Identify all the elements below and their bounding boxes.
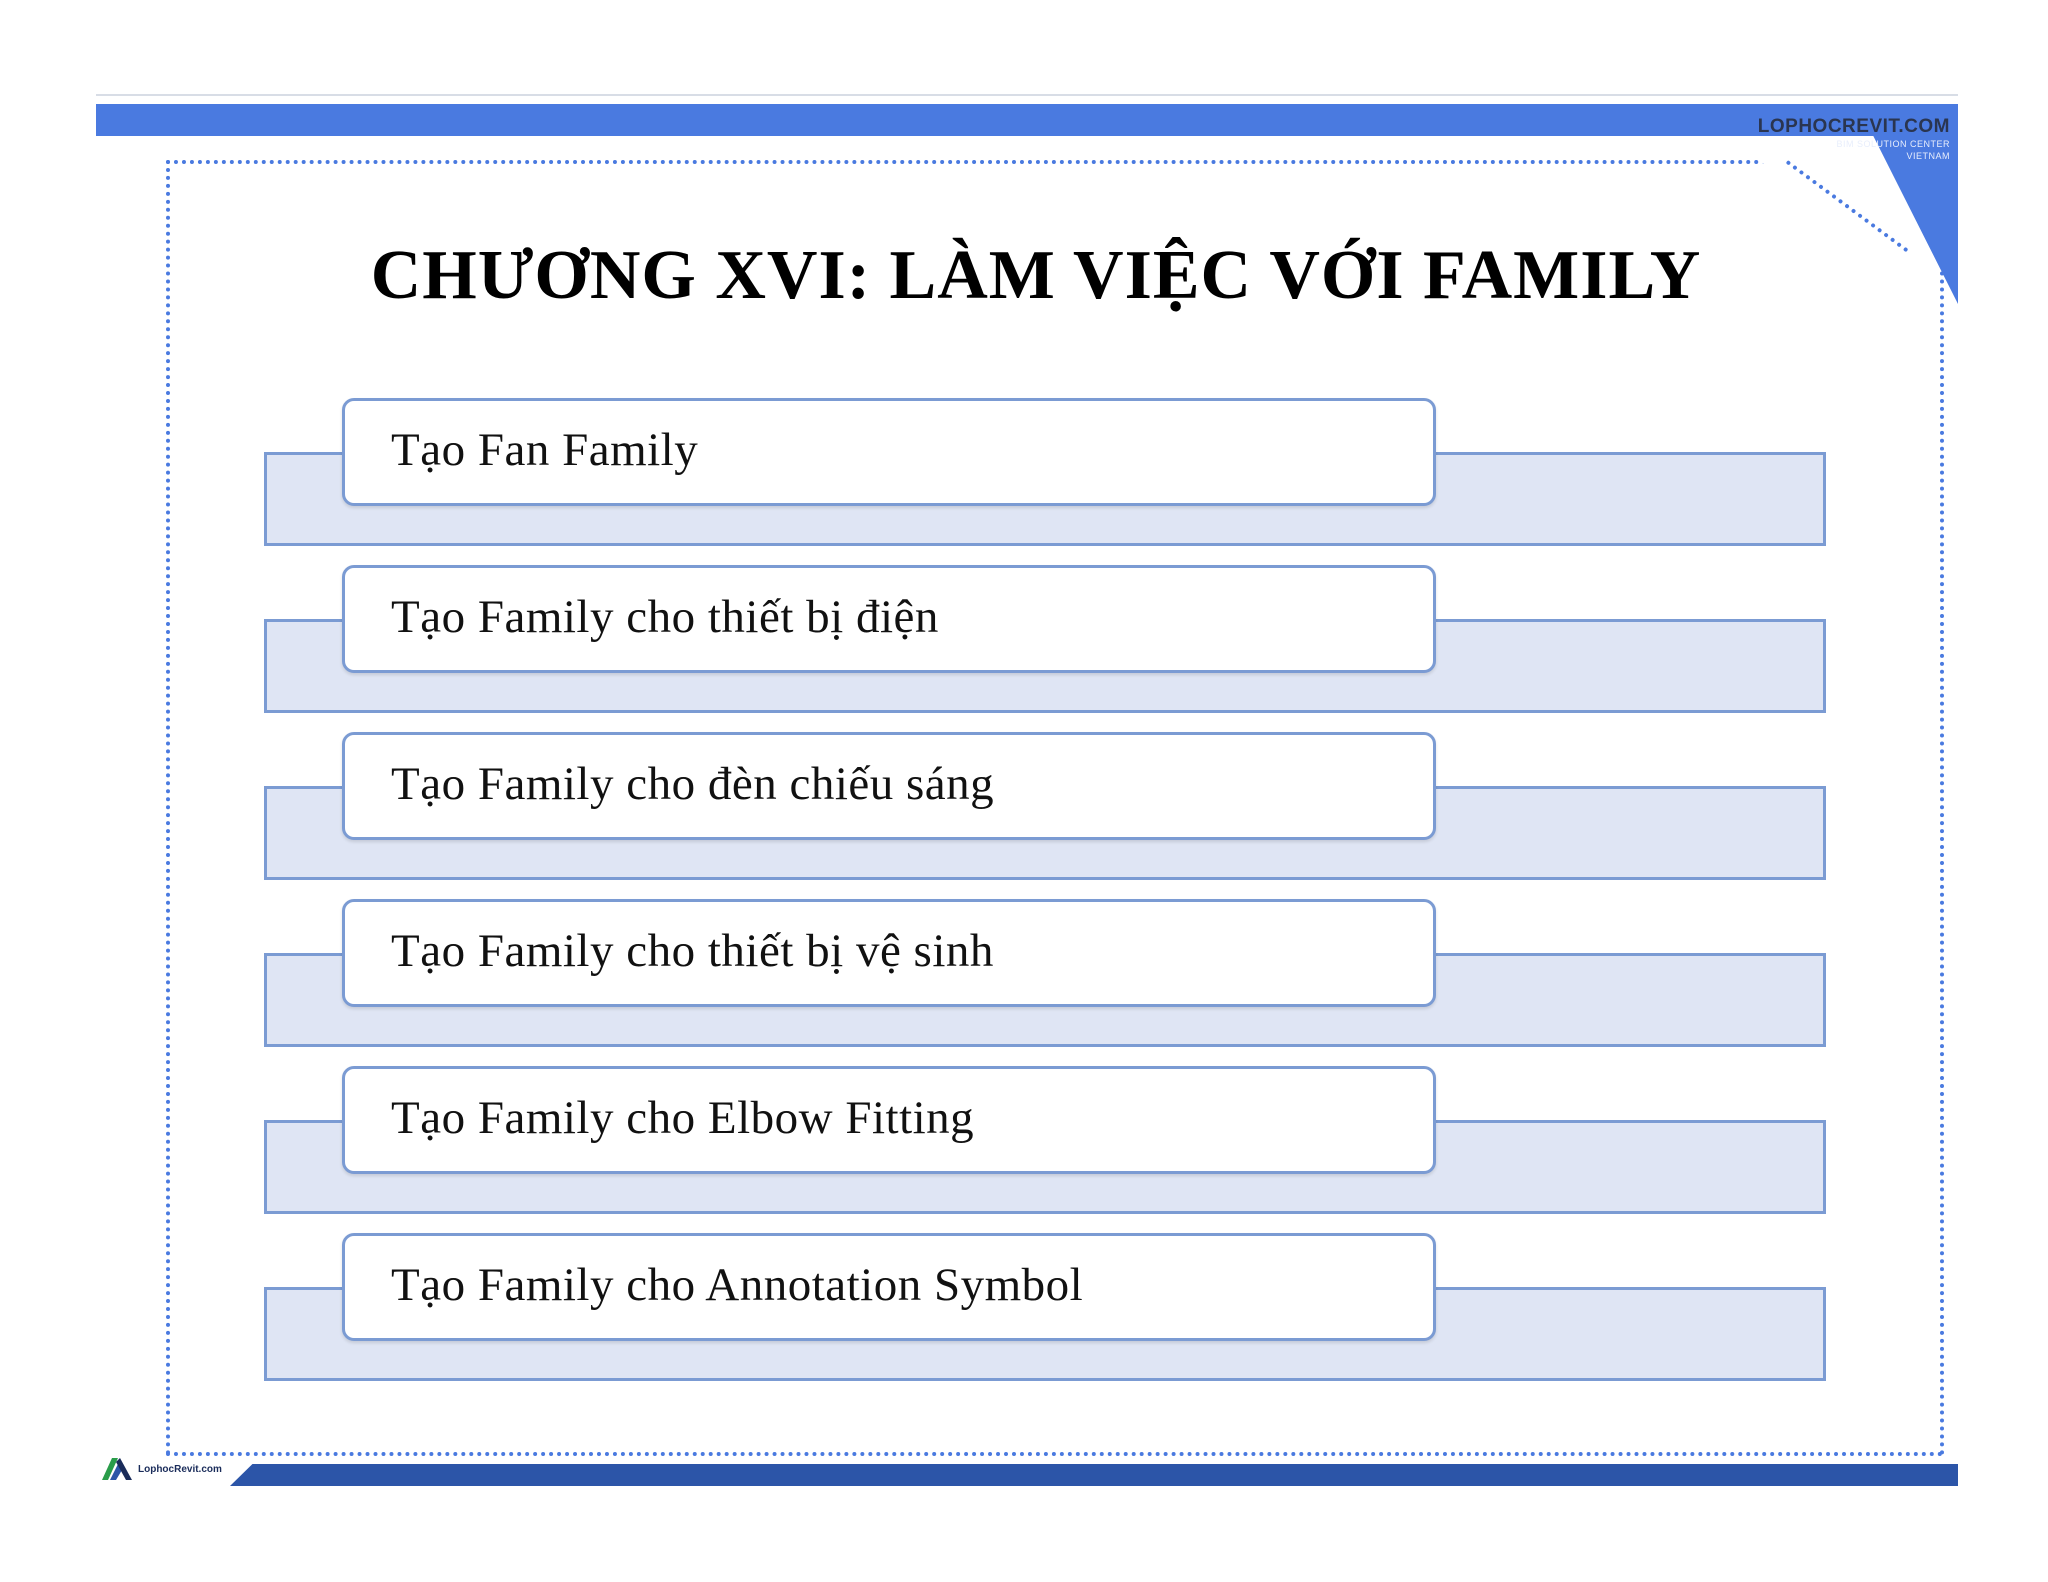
brand-logo bbox=[1758, 116, 1950, 162]
list-item bbox=[96, 1066, 1958, 1216]
brand-line-1: BIM SOLUTION CENTER bbox=[1836, 139, 1950, 149]
lophocrevit-logo-icon bbox=[100, 1456, 134, 1482]
brand-name: LOPHOCREVIT.COM bbox=[1757, 116, 1950, 137]
list-item bbox=[96, 565, 1958, 715]
slide-title: CHƯƠNG XVI: LÀM VIỆC VỚI FAMILY bbox=[370, 237, 1702, 314]
slide bbox=[96, 94, 1958, 1492]
list-item-label: Tạo Family cho thiết bị vệ sinh bbox=[391, 925, 994, 977]
list-item bbox=[96, 1233, 1958, 1383]
brand-line-2: VIETNAM bbox=[1906, 151, 1950, 161]
list-item-label: Tạo Family cho Elbow Fitting bbox=[391, 1092, 975, 1144]
list-item-box bbox=[342, 732, 1436, 840]
list-item-label: Tạo Family cho thiết bị điện bbox=[391, 591, 939, 643]
list-item bbox=[96, 899, 1958, 1049]
list-item-box bbox=[342, 1066, 1436, 1174]
list-item bbox=[96, 398, 1958, 548]
list-item-box bbox=[342, 565, 1436, 673]
list-item bbox=[96, 732, 1958, 882]
list-item-box bbox=[342, 398, 1436, 506]
list-item-label: Tạo Family cho Annotation Symbol bbox=[391, 1259, 1084, 1311]
footer-logo-text: LophocRevit.com bbox=[138, 1463, 222, 1475]
footer-logo bbox=[100, 1456, 222, 1482]
header-bar bbox=[96, 104, 1958, 136]
footer-bar bbox=[230, 1464, 1958, 1486]
list-item-label: Tạo Fan Family bbox=[391, 424, 699, 476]
list-item-label: Tạo Family cho đèn chiếu sáng bbox=[391, 758, 995, 810]
list-item-box bbox=[342, 899, 1436, 1007]
list-item-box bbox=[342, 1233, 1436, 1341]
